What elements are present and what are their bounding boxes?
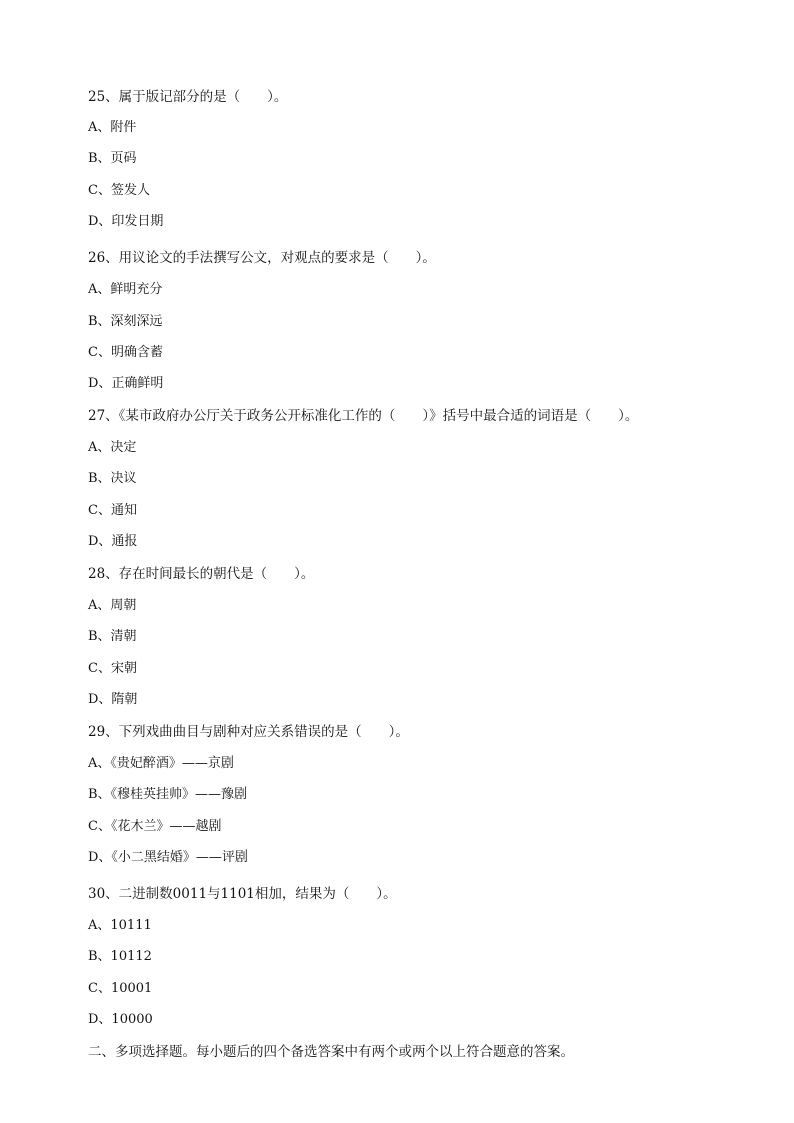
question-26-stem: 26、用议论文的手法撰写公文，对观点的要求是（ ）。 bbox=[88, 250, 436, 266]
question-27-option-a: A、决定 bbox=[88, 440, 137, 455]
question-29-option-b: B、《穆桂英挂帅》——豫剧 bbox=[88, 787, 248, 802]
question-26-option-c: C、明确含蓄 bbox=[88, 345, 163, 360]
question-30-option-d: D、10000 bbox=[88, 1012, 153, 1027]
question-29-option-d: D、《小二黑结婚》——评剧 bbox=[88, 850, 248, 865]
question-27-option-b: B、决议 bbox=[88, 471, 137, 486]
question-28-option-d: D、隋朝 bbox=[88, 692, 138, 707]
question-30-stem: 30、二进制数0011与1101相加，结果为（ ）。 bbox=[88, 886, 397, 902]
question-25-option-b: B、页码 bbox=[88, 151, 137, 166]
question-25-option-a: A、附件 bbox=[88, 120, 137, 135]
question-25-stem: 25、属于版记部分的是（ ）。 bbox=[88, 89, 288, 105]
question-26-option-b: B、深刻深远 bbox=[88, 314, 163, 329]
question-28-option-c: C、宋朝 bbox=[88, 661, 137, 676]
question-29-option-a: A、《贵妃醉酒》——京剧 bbox=[88, 756, 234, 771]
question-30-option-a: A、10111 bbox=[88, 918, 152, 933]
question-29-stem: 29、下列戏曲曲目与剧种对应关系错误的是（ ）。 bbox=[88, 724, 409, 740]
question-25-option-c: C、签发人 bbox=[88, 183, 150, 198]
question-27-stem: 27、《某市政府办公厅关于政务公开标准化工作的（ ）》括号中最合适的词语是（ ）。 bbox=[88, 408, 639, 424]
question-30-option-c: C、10001 bbox=[88, 981, 153, 996]
question-29-option-c: C、《花木兰》——越剧 bbox=[88, 819, 222, 834]
question-30-option-b: B、10112 bbox=[88, 949, 152, 964]
question-26-option-a: A、鲜明充分 bbox=[88, 282, 163, 297]
question-28-option-b: B、清朝 bbox=[88, 629, 137, 644]
question-25-option-d: D、印发日期 bbox=[88, 214, 164, 229]
section-heading-multiple-choice: 二、多项选择题。每小题后的四个备选答案中有两个或两个以上符合题意的答案。 bbox=[88, 1044, 574, 1060]
question-27-option-c: C、通知 bbox=[88, 503, 137, 518]
question-26-option-d: D、正确鲜明 bbox=[88, 376, 164, 391]
question-27-option-d: D、通报 bbox=[88, 534, 138, 549]
question-28-option-a: A、周朝 bbox=[88, 598, 137, 613]
question-28-stem: 28、存在时间最长的朝代是（ ）。 bbox=[88, 566, 315, 582]
